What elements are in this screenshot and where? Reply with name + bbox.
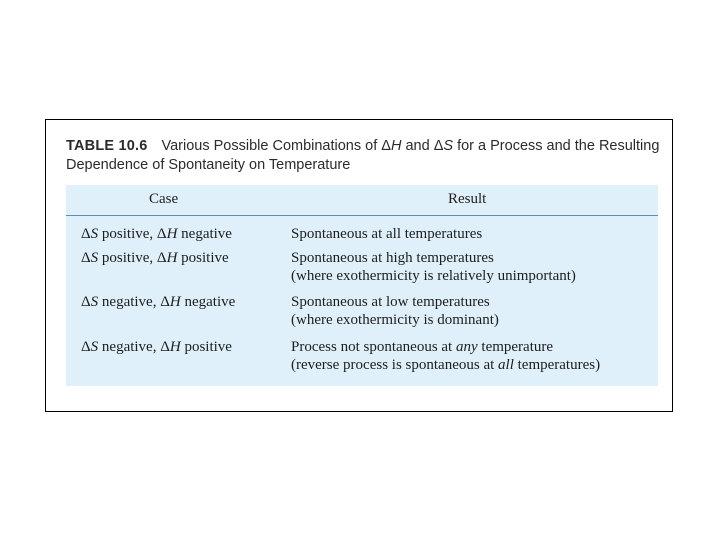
header-result: Result (448, 191, 487, 207)
data-table (66, 185, 658, 386)
row-case: ΔS positive, ΔH positive (81, 250, 229, 266)
caption-text-2: for a Process and the Resulting Dependence of Spontaneity on Temperature (66, 138, 660, 173)
table-number: TABLE 10.6 (66, 138, 148, 154)
caption-delta-s: ΔS (433, 138, 454, 154)
row-result: Spontaneous at all temperatures (291, 226, 483, 242)
table-header-row (66, 185, 658, 216)
row-case: ΔS negative, ΔH negative (81, 294, 236, 310)
header-case: Case (149, 191, 179, 207)
slide-frame (45, 119, 673, 412)
row-result: Process not spontaneous at any temperature (reverse process is spontaneous at all temperatures) (291, 339, 601, 373)
caption-and: and (401, 138, 434, 154)
caption-text-1: Various Possible Combinations of (161, 138, 382, 154)
table-caption (66, 137, 666, 175)
caption-delta-h: ΔH (381, 138, 402, 154)
row-case: ΔS negative, ΔH positive (81, 339, 232, 355)
row-result: Spontaneous at high temperatures (where exothermicity is relatively unimportant) (291, 250, 576, 284)
row-result: Spontaneous at low temperatures (where exothermicity is dominant) (291, 294, 499, 328)
row-case: ΔS positive, ΔH negative (81, 226, 232, 242)
